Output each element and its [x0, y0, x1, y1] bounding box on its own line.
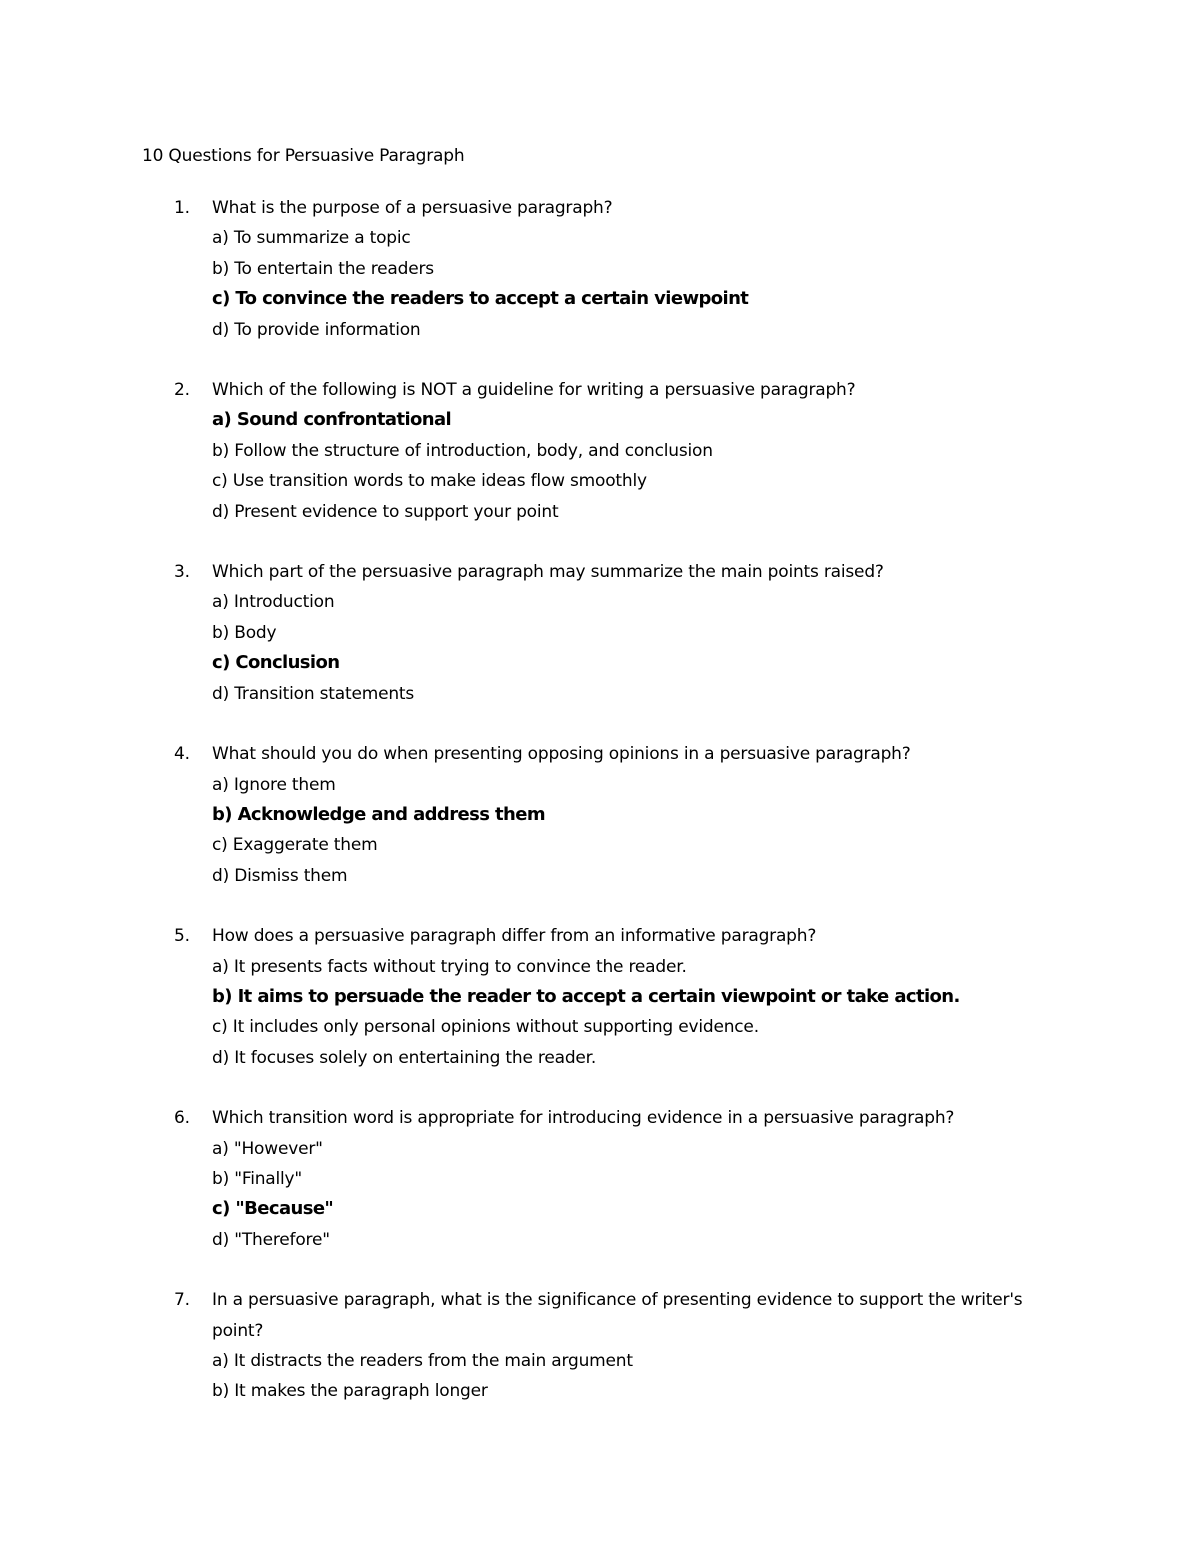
question-text: What should you do when presenting opposing opinions in a persuasive paragraph? [212, 744, 911, 765]
question-row [174, 921, 1074, 951]
answer-option: b) It makes the paragraph longer [212, 1381, 488, 1402]
question-item [174, 739, 1074, 891]
answer-option: b) To entertain the readers [212, 258, 434, 279]
question-number: 3. [174, 562, 190, 583]
question-text: Which part of the persuasive paragraph may summarize the main points raised? [212, 562, 884, 583]
answer-option: d) Transition statements [212, 683, 415, 704]
question-number: 4. [174, 744, 190, 765]
question-item [174, 1103, 1074, 1255]
answer-option: d) It focuses solely on entertaining the reader. [212, 1047, 597, 1068]
answer-option: a) "However" [212, 1138, 323, 1159]
question-item [174, 921, 1074, 1073]
question-number: 5. [174, 926, 190, 947]
question-row [174, 375, 1074, 405]
answer-option: a) It distracts the readers from the main argument [212, 1351, 633, 1371]
answer-option: c) Exaggerate them [212, 835, 378, 856]
question-number: 1. [174, 198, 190, 218]
answer-option: b) Body [212, 622, 277, 643]
correct-answer-option: c) To convince the readers to accept a certain viewpoint [212, 288, 749, 310]
question-number: 6. [174, 1108, 190, 1129]
correct-answer-option: c) Conclusion [212, 652, 340, 674]
question-text: What is the purpose of a persuasive paragraph? [212, 198, 613, 218]
question-row [174, 557, 1074, 587]
question-text: In a persuasive paragraph, what is the significance of presenting evidence to support the writer's point? [212, 1290, 1023, 1341]
answer-option: d) To provide information [212, 319, 421, 340]
question-text: Which of the following is NOT a guideline for writing a persuasive paragraph? [212, 380, 856, 401]
answer-option: d) Present evidence to support your point [212, 501, 559, 522]
answer-option: b) "Finally" [212, 1168, 303, 1189]
answer-option: a) Ignore them [212, 774, 336, 795]
question-item [174, 193, 1074, 345]
question-text: Which transition word is appropriate for introducing evidence in a persuasive paragraph? [212, 1108, 955, 1129]
question-list [174, 193, 1074, 1437]
document-title: 10 Questions for Persuasive Paragraph [142, 146, 465, 166]
answer-option: b) Follow the structure of introduction, body, and conclusion [212, 440, 713, 461]
answer-option: d) Dismiss them [212, 865, 348, 886]
correct-answer-option: b) Acknowledge and address them [212, 803, 545, 825]
answer-option: a) It presents facts without trying to convince the reader. [212, 956, 687, 977]
question-row [174, 1285, 1074, 1346]
question-text: How does a persuasive paragraph differ from an informative paragraph? [212, 926, 817, 947]
question-number: 7. [174, 1290, 190, 1311]
question-row [174, 193, 1074, 223]
question-item [174, 557, 1074, 709]
question-item [174, 375, 1074, 527]
answer-option: c) It includes only personal opinions without supporting evidence. [212, 1017, 759, 1038]
answer-option: c) Use transition words to make ideas flow smoothly [212, 471, 647, 492]
question-row [174, 739, 1074, 769]
correct-answer-option: a) Sound confrontational [212, 409, 452, 431]
correct-answer-option: c) "Because" [212, 1198, 334, 1220]
answer-option: a) Introduction [212, 592, 335, 613]
answer-option: d) "Therefore" [212, 1229, 330, 1250]
question-number: 2. [174, 380, 190, 401]
correct-answer-option: b) It aims to persuade the reader to accept a certain viewpoint or take action. [212, 985, 960, 1007]
question-item [174, 1285, 1074, 1407]
answer-option: a) To summarize a topic [212, 228, 411, 249]
question-row [174, 1103, 1074, 1133]
